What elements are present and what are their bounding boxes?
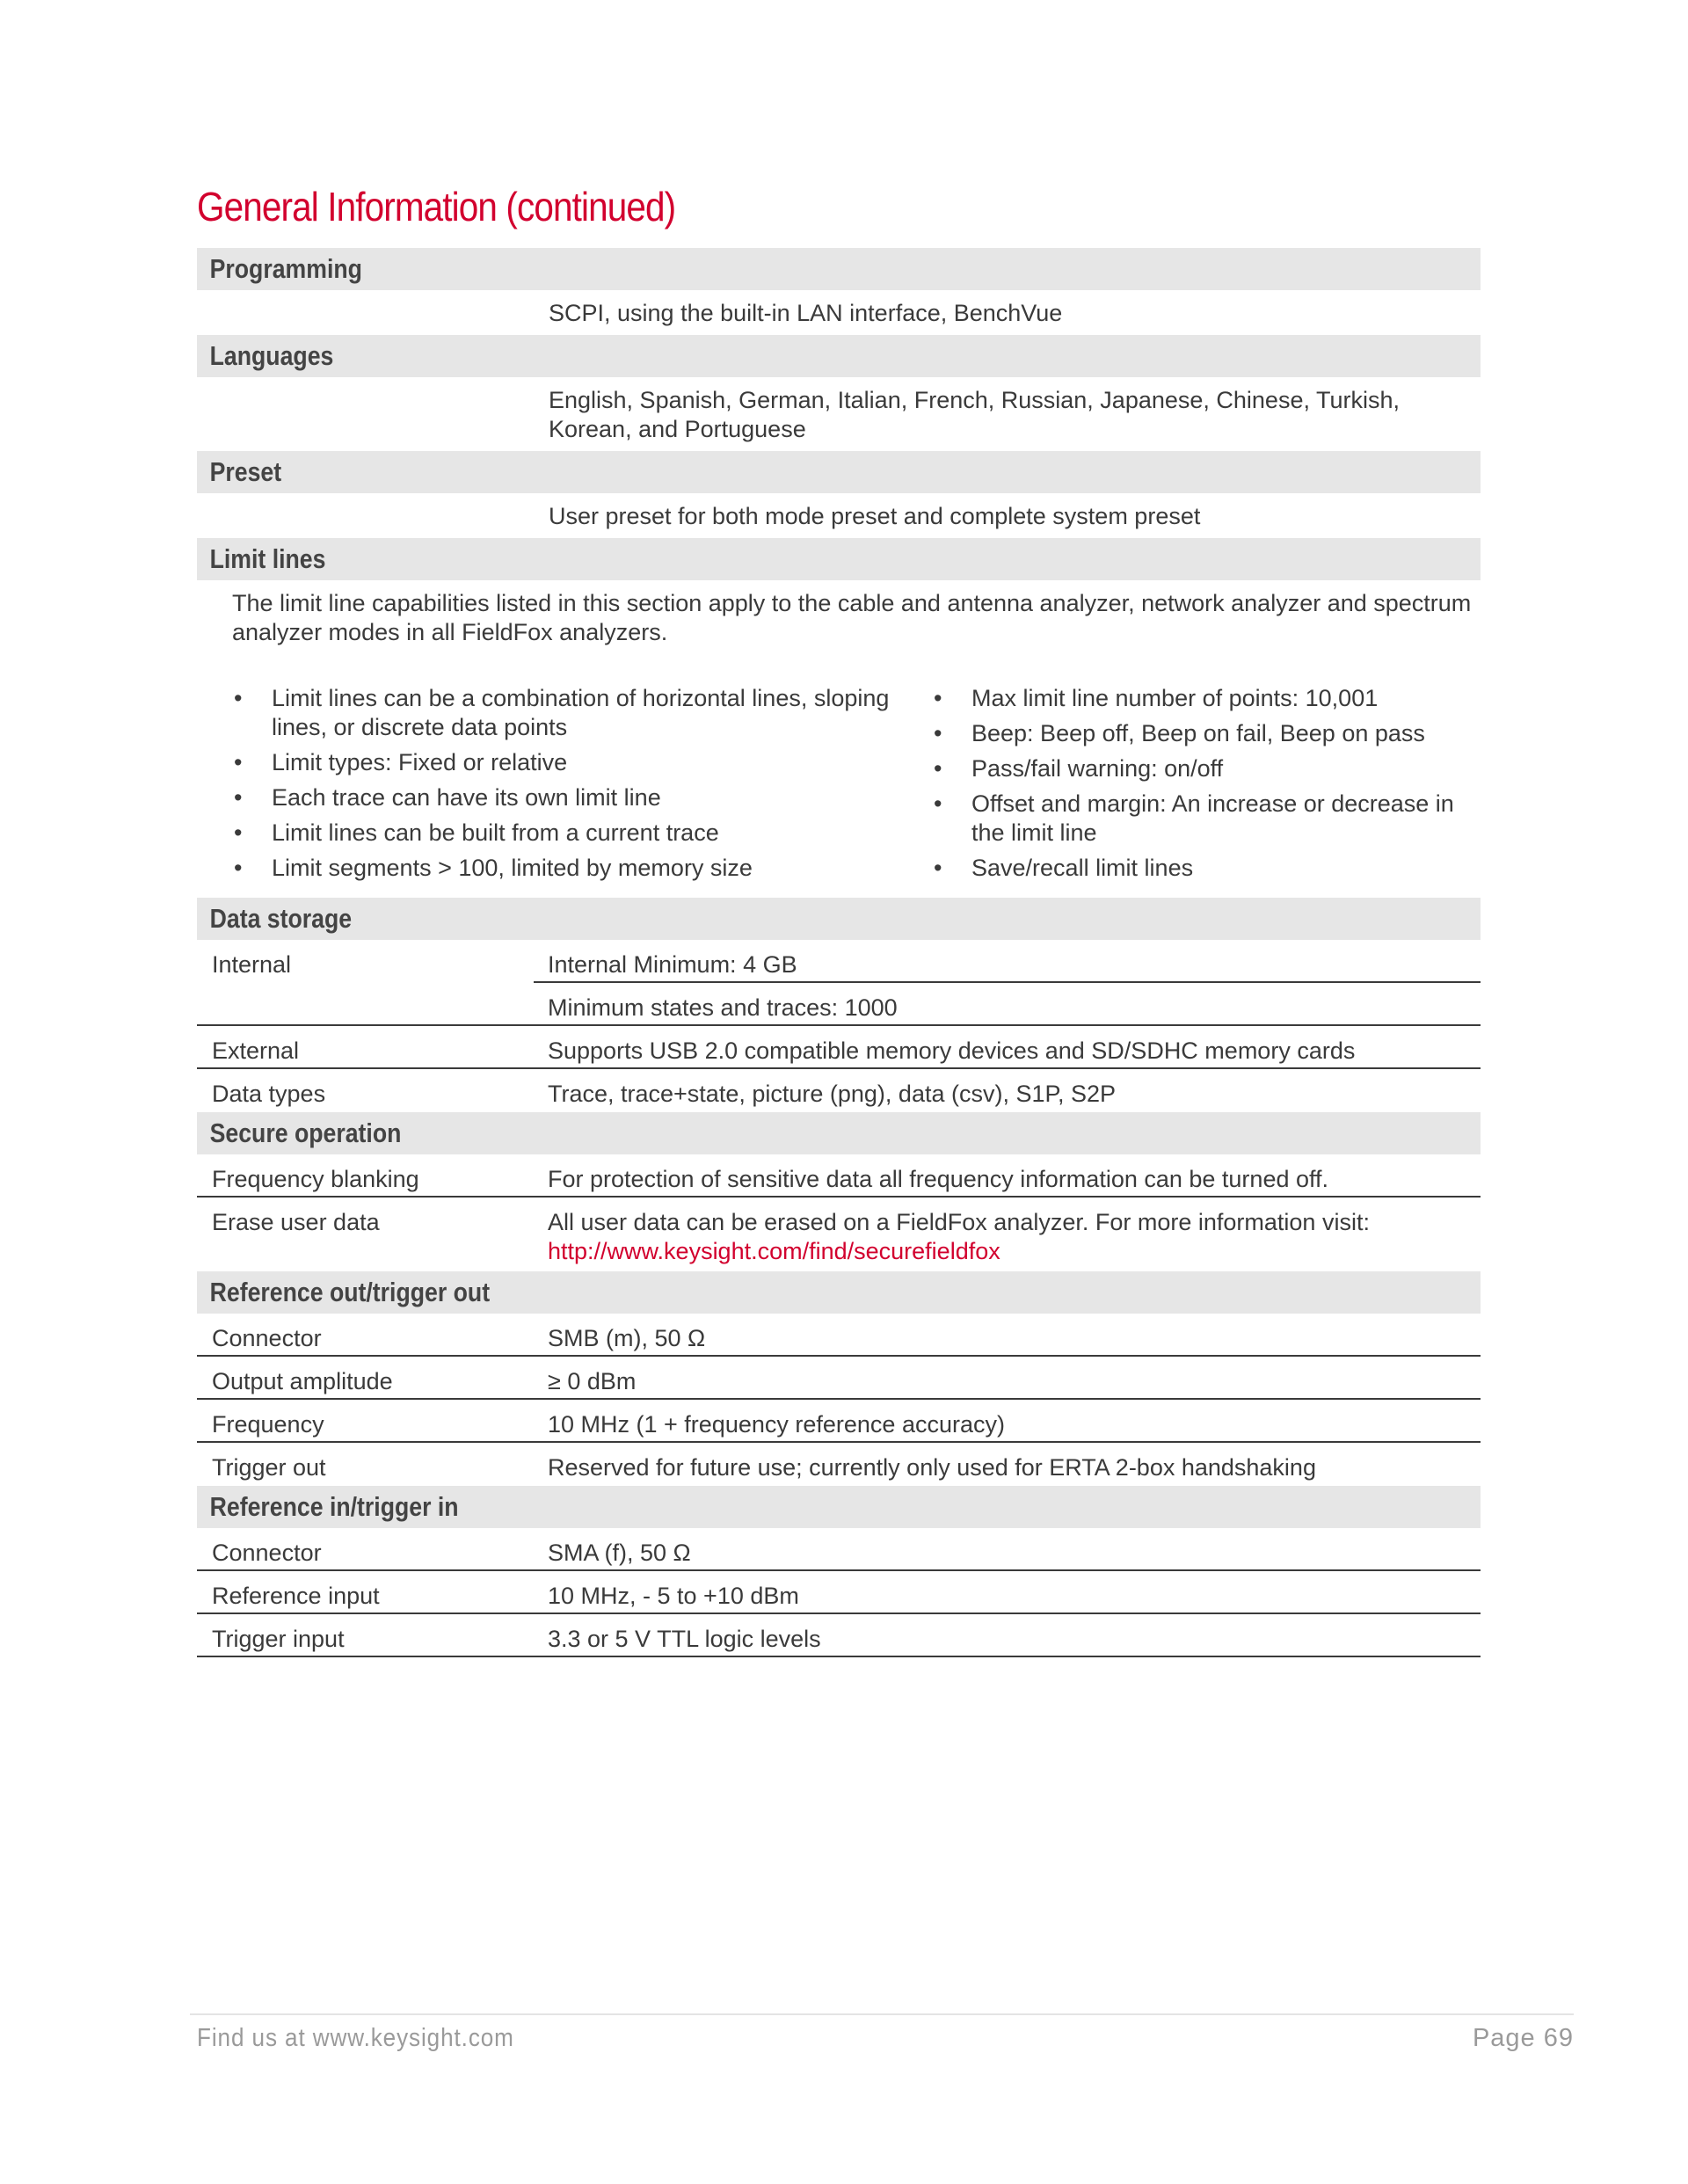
table-row — [197, 1357, 1481, 1400]
row-value: Minimum states and traces: 1000 — [548, 994, 898, 1021]
table-row — [197, 1069, 1481, 1112]
limit-lines-right-list — [897, 684, 1481, 889]
row-label: Connector — [212, 1540, 322, 1566]
row-value: Trace, trace+state, picture (png), data (csv), S1P, S2P — [548, 1081, 1117, 1107]
page-number: Page 69 — [1472, 2024, 1574, 2052]
section-header-programming: Programming — [197, 248, 1481, 290]
table-row — [197, 1443, 1481, 1486]
list-item: • Each trace can have its own limit line — [197, 783, 897, 812]
row-label: Frequency — [212, 1411, 324, 1438]
programming-row — [197, 290, 1481, 335]
section-header-languages: Languages — [197, 335, 1481, 377]
table-row — [197, 1026, 1481, 1069]
list-item: • Limit segments > 100, limited by memory size — [197, 854, 897, 883]
table-row — [197, 1571, 1481, 1614]
list-item: • Save/recall limit lines — [897, 854, 1481, 883]
preset-value: User preset for both mode preset and complete system preset — [549, 503, 1201, 529]
section-header-limit-lines: Limit lines — [197, 538, 1481, 580]
table-row — [197, 1400, 1481, 1443]
footer-divider — [190, 2013, 1574, 2015]
list-item: • Limit types: Fixed or relative — [197, 748, 897, 777]
row-value: For protection of sensitive data all frequency information can be turned off. — [548, 1166, 1329, 1192]
spec-table — [197, 248, 1481, 1657]
row-value: SMB (m), 50 Ω — [548, 1325, 706, 1351]
section-header-data-storage: Data storage — [197, 898, 1481, 940]
list-item: • Offset and margin: An increase or decrease in the limit line — [897, 790, 1481, 848]
list-item: • Limit lines can be built from a current trace — [197, 819, 897, 848]
row-label: Erase user data — [212, 1209, 380, 1235]
table-row-internal — [197, 940, 1481, 1024]
page-title: General Information (continued) — [197, 184, 676, 229]
table-row — [197, 1614, 1481, 1657]
row-label: Trigger input — [212, 1626, 345, 1652]
programming-value: SCPI, using the built-in LAN interface, BenchVue — [549, 300, 1063, 326]
row-label: External — [212, 1037, 300, 1064]
list-item: • Limit lines can be a combination of horizontal lines, sloping lines, or discrete data points — [197, 684, 897, 742]
limit-lines-left-list — [197, 684, 897, 889]
section-header-preset: Preset — [197, 451, 1481, 493]
languages-row — [197, 377, 1481, 451]
row-value: Supports USB 2.0 compatible memory devices and SD/SDHC memory cards — [548, 1037, 1356, 1064]
table-row — [197, 1528, 1481, 1571]
row-label: Internal — [212, 951, 292, 978]
row-value: 10 MHz (1 + frequency reference accuracy) — [548, 1411, 1005, 1438]
section-header-reference-out: Reference out/trigger out — [197, 1271, 1481, 1314]
list-item: • Beep: Beep off, Beep on fail, Beep on pass — [897, 719, 1481, 748]
row-label: Frequency blanking — [212, 1166, 419, 1192]
languages-value: English, Spanish, German, Italian, French, Russian, Japanese, Chinese, Turkish, Korean, and Portuguese — [549, 387, 1400, 442]
row-label: Reference input — [212, 1583, 380, 1609]
table-row-frequency-blanking — [197, 1154, 1481, 1198]
row-value: ≥ 0 dBm — [548, 1368, 637, 1394]
limit-lines-bullets — [197, 647, 1481, 898]
table-row-erase-user-data — [197, 1198, 1481, 1271]
row-label: Connector — [212, 1325, 322, 1351]
row-label: Trigger out — [212, 1454, 326, 1481]
table-row — [197, 1314, 1481, 1357]
row-value: All user data can be erased on a FieldFox analyzer. For more information visit: — [548, 1209, 1370, 1235]
row-value: Reserved for future use; currently only used for ERTA 2-box handshaking — [548, 1454, 1316, 1481]
row-value: Internal Minimum: 4 GB — [534, 940, 1481, 983]
list-item: • Max limit line number of points: 10,001 — [897, 684, 1481, 713]
limit-lines-intro: The limit line capabilities listed in this section apply to the cable and antenna analyzer, network analyzer and spectrum analyzer modes in all FieldFox analyzers. — [232, 590, 1472, 645]
row-value: 10 MHz, - 5 to +10 dBm — [548, 1583, 799, 1609]
list-item: • Pass/fail warning: on/off — [897, 754, 1481, 783]
section-header-secure-operation: Secure operation — [197, 1112, 1481, 1154]
row-value: SMA (f), 50 Ω — [548, 1540, 691, 1566]
footer-site-text: Find us at www.keysight.com — [197, 2024, 514, 2052]
preset-row — [197, 493, 1481, 538]
row-label: Output amplitude — [212, 1368, 393, 1394]
row-value: 3.3 or 5 V TTL logic levels — [548, 1626, 821, 1652]
row-label: Data types — [212, 1081, 326, 1107]
section-header-reference-in: Reference in/trigger in — [197, 1486, 1481, 1528]
securefieldfox-link[interactable]: http://www.keysight.com/find/securefieldfox — [548, 1238, 1000, 1264]
